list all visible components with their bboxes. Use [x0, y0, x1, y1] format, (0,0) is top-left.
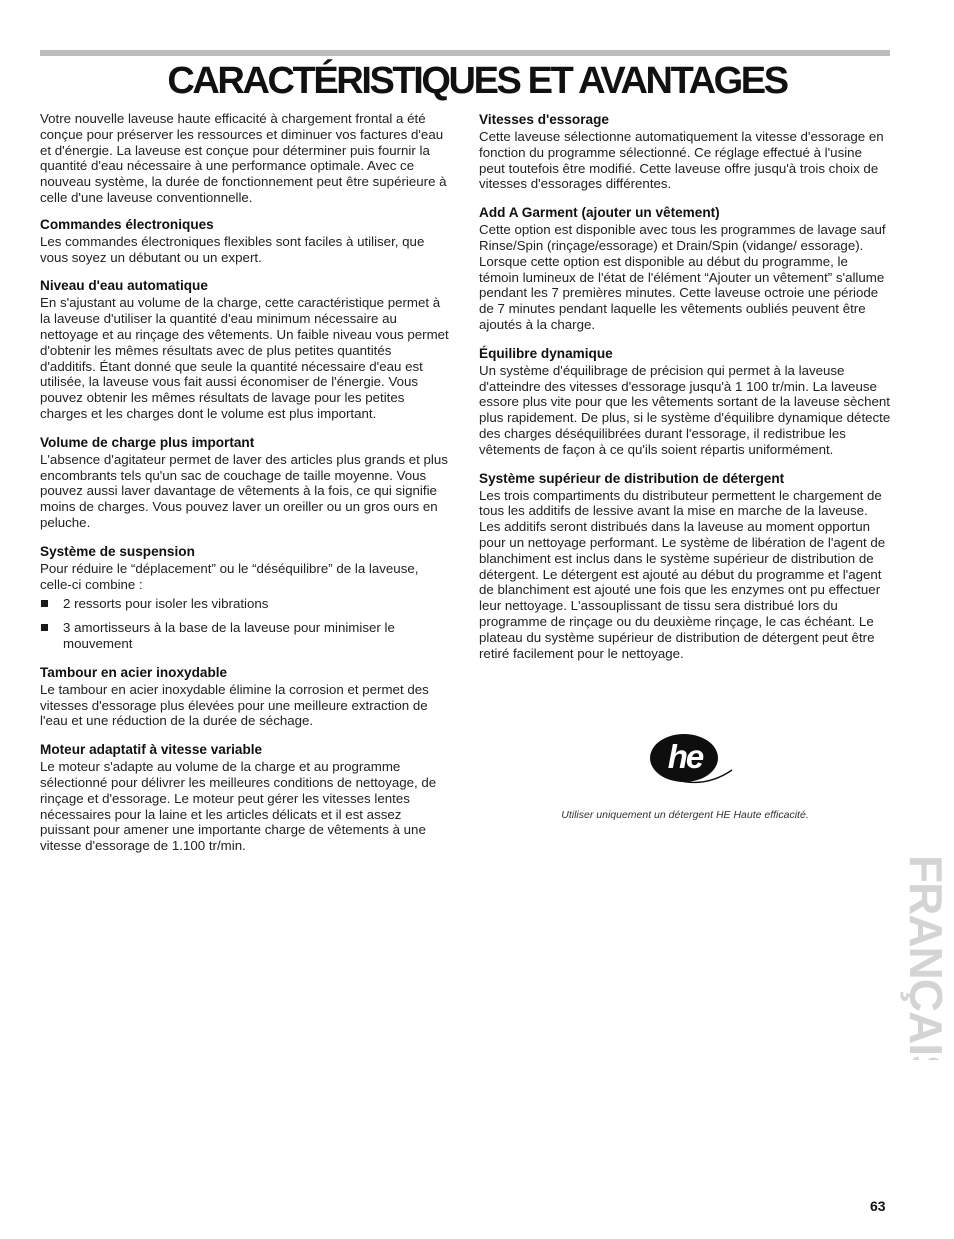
section-heading: Système supérieur de distribution de détergent [479, 470, 785, 486]
section-text: Cette laveuse sélectionne automatiquement la vitesse d'essorage en fonction du programme sélectionné. Ce réglage effectué à l'usine peut toutefois être modifié. Cette laveuse offre jusqu'à trois choix de vitesses d'essorages différentes. [479, 129, 884, 192]
he-logo-text: he [667, 738, 703, 775]
section-tambour [40, 664, 450, 729]
section-heading: Tambour en acier inoxydable [40, 664, 228, 680]
bullet-list [40, 596, 450, 651]
section-text: Pour réduire le “déplacement” ou le “déséquilibre” de la laveuse, celle-ci combine : [40, 560, 419, 592]
section-heading: Volume de charge plus important [40, 434, 255, 450]
section-text: Un système d'équilibrage de précision qui permet à la laveuse d'atteindre des vitesses d'essorage jusqu'à 1 100 tr/min. La laveuse essore plus vite pour que les vêtements sortant de la laveuse sèchent plus rapidement. De plus, si le système d'équilibre dynamique détecte des charges déséquilibrées durant l'essorage, il redistribue les vêtements de façon à ce qu'ils soient répartis uniformément. [479, 362, 891, 457]
he-logo-icon [636, 730, 736, 790]
section-text: Les trois compartiments du distributeur permettent le chargement de tous les additifs de lessive avant la mise en marche de la laveuse. Les additifs seront distribués dans la laveuse au moment opportun pour un nettoyage performant. Le système de libération de l'agent de blanchiment est inclus dans le système supérieur de distribution de détergent. Le détergent est ajouté au début du programme et l'agent de blanchiment est ajouté une fois que les enzymes ont pu effectuer leur nettoyage. L'assouplissant de tissu sera distribué lors du programme de rinçage ou du deuxième rinçage, le cas échéant. Le plateau du système supérieur de distribution de détergent peut être retiré facilement pour le nettoyage. [479, 487, 886, 661]
section-niveau [40, 277, 450, 421]
section-heading: Vitesses d'essorage [479, 112, 609, 127]
bullet-square-icon [41, 600, 48, 607]
section-heading: Moteur adaptatif à vitesse variable [40, 742, 263, 758]
section-commandes [40, 216, 450, 266]
page-number: 63 [870, 1198, 886, 1214]
he-caption: Utiliser uniquement un détergent HE Haute efficacité. [561, 809, 809, 821]
section-text: L'absence d'agitateur permet de laver des articles plus grands et plus encombrants tels qu'un sac de couchage de taille moyenne. Vous pouvez aussi laver davantage de vêtements à la fois, ce qui signifie moins de charges. Vous pouvez laver un oreiller ou un gros ours en peluche. [40, 451, 448, 530]
section-heading: Équilibre dynamique [479, 345, 613, 361]
section-heading: Add A Garment (ajouter un vêtement) [479, 205, 720, 221]
list-item [40, 620, 450, 652]
bullet-square-icon [41, 624, 48, 631]
left-column [40, 111, 450, 866]
section-text: Les commandes électroniques flexibles sont faciles à utiliser, que vous soyez un débutant ou un expert. [40, 233, 425, 265]
intro-paragraph: Votre nouvelle laveuse haute efficacité à chargement frontal a été conçue pour préserver les ressources et diminuer vos factures d'eau et d'énergie. La laveuse est conçue pour déterminer puis fournir la quantité d'eau nécessaire à une performance optimale. Avec ce nouveau système, la durée de fonctionnement peut être supérieure à celle d'une laveuse conventionnelle. [40, 111, 447, 205]
section-text: Le moteur s'adapte au volume de la charge et au programme sélectionné pour délivrer les meilleures conditions de nettoyage, de rinçage et d'essorage. Le moteur peut gérer les vitesses lentes nécessaires pour la laine et les articles délicats et il est assez puissant pour amener une importante charge de vêtements à une vitesse d'essorage de 1.100 tr/min. [40, 759, 437, 854]
section-text: Le tambour en acier inoxydable élimine la corrosion et permet des vitesses d'essorage plus élevées pour une meilleure extraction de l'eau et une réduction de la durée de séchage. [40, 681, 429, 729]
section-volume [40, 434, 450, 531]
section-suspension [40, 543, 450, 652]
section-heading: Niveau d'eau automatique [40, 278, 208, 294]
list-item [40, 596, 450, 612]
list-item-text: 2 ressorts pour isoler les vibrations [63, 596, 269, 612]
section-distribution [479, 470, 891, 662]
section-add-garment [479, 204, 891, 333]
side-language-label [888, 855, 950, 1060]
list-item-text: 3 amortisseurs à la base de la laveuse pour minimiser le mouvement [63, 620, 395, 651]
section-text: En s'ajustant au volume de la charge, cette caractéristique permet à la laveuse d'utiliser la quantité d'eau minimum nécessaire au nettoyage et au rinçage des vêtements. Un faible niveau vous permet d'obtenir les mêmes résultats avec de plus petites quantités d'additifs. Étant donné que seule la quantité nécessaire d'eau est utilisée, la laveuse vous fait aussi économiser de l'énergie. Vous pouvez obtenir les mêmes résultats de lavage pour les petites charges et les charges dont le volume est plus important. [40, 295, 449, 421]
section-heading: Système de suspension [40, 543, 195, 559]
right-column [479, 111, 891, 673]
section-moteur [40, 741, 450, 854]
side-label-text: FRANÇAIS [900, 855, 950, 1060]
section-heading: Commandes électroniques [40, 216, 214, 232]
section-text: Cette option est disponible avec tous les programmes de lavage sauf Rinse/Spin (rinçage/essorage) et Drain/Spin (vidange/ essorage). Lorsque cette option est disponible au début du programme, le témoin lumineux de l'état de l'élément “Ajouter un vêtement” s'allume pendant les 7 premières minutes. Cette laveuse octroie une période de 7 minutes pendant laquelle les vêtements oubliés peuvent être ajoutés à la charge. [479, 222, 886, 332]
section-equilibre [479, 345, 891, 458]
page-title: CARACTÉRISTIQUES ET AVANTAGES [167, 60, 787, 102]
section-vitesses [479, 111, 891, 192]
